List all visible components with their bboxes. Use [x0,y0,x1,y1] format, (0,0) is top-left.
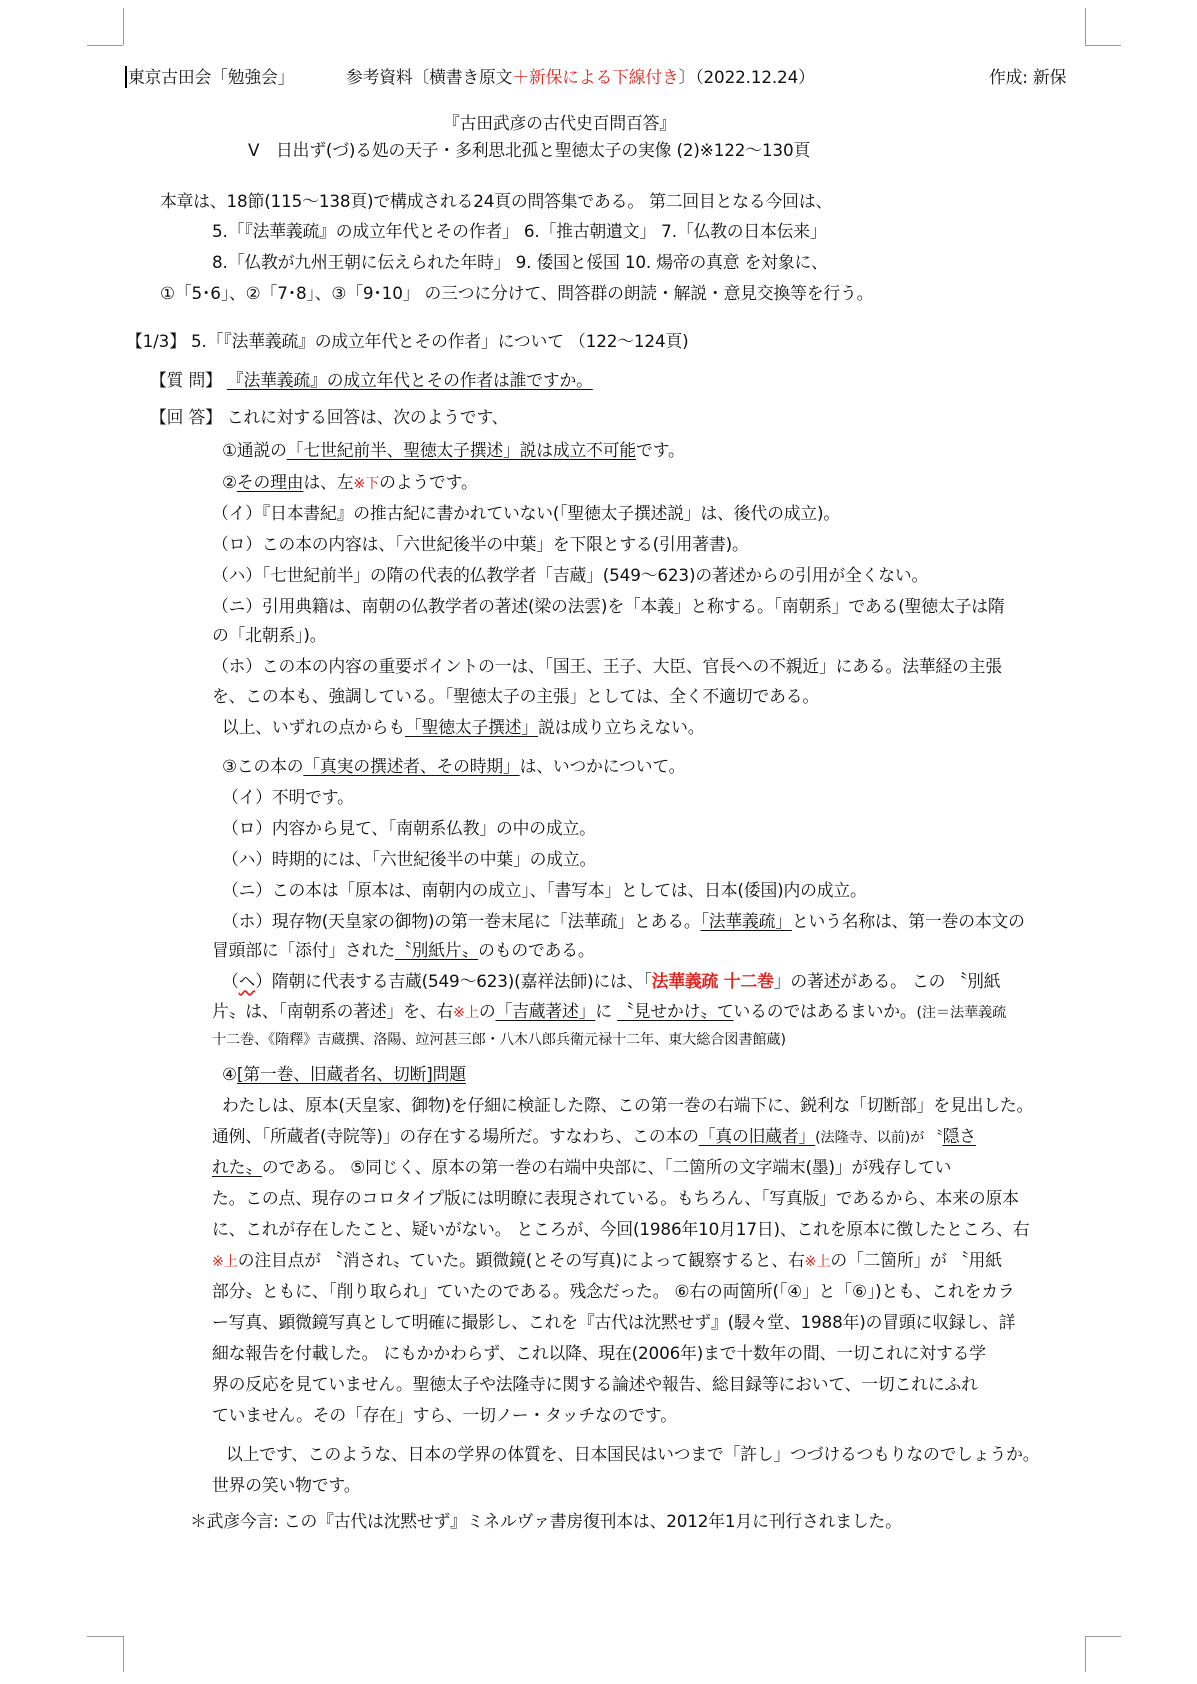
crop-mark-bottom-left-h [87,1636,123,1637]
fact-i: （イ）不明です。 [222,787,354,807]
chapter-title: Ⅴ 日出ず(づ)る処の天子・多利思北孤と聖徳太子の実像 (2)※122～130頁 [248,140,811,160]
answer-label: 【回 答】 [150,407,222,427]
question-row [150,370,593,390]
intro-line-3: 8.「仏教が九州王朝に伝えられた年時」 9. 倭国と俀国 10. 煬帝の真意 を対象に、 [212,252,828,272]
text-cursor [125,66,127,88]
header-middle: 参考資料〔横書き原文＋新保による下線付き〕（2022.12.24） [346,67,815,87]
crop-mark-top-left-h [87,45,123,46]
body-line-3: れた〟のである。 ⑤同じく、原本の第一巻の右端中央部に、「二箇所の文字端末(墨)」が残存してい [212,1157,952,1177]
fact-ro: （ロ）内容から見て、「南朝系仏教」の中の成立。 [222,818,596,838]
body-line-8: ー写真、顕微鏡写真として明確に撮影し、これを『古代は沈黙せず』(駸々堂、1988年)の冒頭に収録し、詳 [212,1312,1016,1332]
reason-ni-line-2: の「北朝系」)。 [212,625,327,645]
fact-ho-line-1: （ホ）現存物(天皇家の御物)の第一巻末尾に「法華疏」とある。「法華義疏」という名称は、第一巻の本文の [222,911,1025,931]
fact-he-line-2: 片〟は、「南朝系の著述」を、右※上の「吉蔵著述」に 〝見せかけ〟ているのではあるまいか。(注＝法華義疏 [212,1001,1007,1021]
reason-ni-line-1: （ニ）引用典籍は、南朝の仏教学者の著述(梁の法雲)を「本義」と称する。「南朝系」である(聖徳太子は隋 [212,596,1005,616]
question-text: 『法華義疏』の成立年代とその作者は誰ですか。 [226,370,593,390]
body-line-11: ていません。その「存在」すら、一切ノー・タッチなのです。 [212,1405,677,1425]
body-line-10: 界の反応を見ていません。聖徳太子や法隆寺に関する論述や報告、総目録等において、一切これにふれ [212,1374,978,1394]
header-left: 東京古田会「勉強会」 [128,67,295,87]
point-1: ①通説の「七世紀前半、聖徳太子撰述」説は成立不可能です。 [222,440,685,460]
answer-intro: これに対する回答は、次のようです、 [226,407,509,427]
body-line-7: 部分〟ともに、「削り取られ」ていたのである。残念だった。 ⑥右の両箇所(「④」と「⑥」)とも、これをカラ [212,1281,1015,1301]
body-line-1: わたしは、原本(天皇家、御物)を仔細に検証した際、この第一巻の右端下に、鋭利な「切断部」を見出した。 [222,1095,1034,1115]
section-heading: 【1/3】 5.「『法華義疏』の成立年代とその作者」について （122～124頁) [126,331,689,351]
crop-mark-bottom-right-h [1085,1636,1121,1637]
reasons-conclusion: 以上、いずれの点からも「聖徳太子撰述」説は成り立ちえない。 [222,717,705,737]
body-line-5: に、これが存在したこと、疑いがない。 ところが、今回(1986年10月17日)、これを原本に徴したところ、右 [212,1219,1030,1239]
header-author: 作成: 新保 [989,67,1067,87]
body-line-6: ※上の注目点が 〝消され〟ていた。顕微鏡(とその写真)によって観察すると、右※上の「二箇所」が 〝用紙 [212,1250,1002,1270]
crop-mark-top-right-v [1085,8,1086,45]
point-2: ②その理由は、左※下のようです。 [222,472,478,492]
reason-ho-line-2: を、この本も、強調している。「聖徳太子の主張」としては、全く不適切である。 [212,686,819,706]
fact-ha: （ハ）時期的には、「六世紀後半の中葉」の成立。 [222,849,597,869]
reason-ho-line-1: （ホ）この本の内容の重要ポイントの一は、「国王、王子、大臣、官長への不親近」にある。法華経の主張 [212,656,1002,676]
intro-line-4: ①「5･6」、②「7･8」、③「9･10」 の三つに分けて、問答群の朗読・解説・意見交換等を行う。 [160,283,874,303]
question-label: 【質 問】 [150,370,222,390]
fact-ho-line-2: 冒頭部に「添付」された〝別紙片〟のものである。 [212,940,595,960]
body-line-9: 細な報告を付載した。 にもかかわらず、これ以降、現在(2006年)まで十数年の間、一切これに対する学 [212,1343,986,1363]
crop-mark-top-right-h [1085,45,1121,46]
answer-row [150,407,508,427]
intro-line-1: 本章は、18節(115～138頁)で構成される24頁の問答集である。 第二回目となる今回は、 [160,191,833,211]
crop-mark-bottom-right-v [1085,1636,1086,1672]
body-line-4: た。この点、現存のコロタイプ版には明瞭に表現されている。もちろん、「写真版」であるから、本来の原本 [212,1188,1019,1208]
point-4: ④[第一巻、旧蔵者名、切断]問題 [222,1064,466,1084]
reason-i: （イ）『日本書紀』の推古紀に書かれていない(「聖徳太子撰述説」は、後代の成立)。 [212,503,840,523]
reason-ro: （ロ）この本の内容は、「六世紀後半の中葉」を下限とする(引用著書)。 [212,534,749,554]
document-title: 『古田武彦の古代史百問百答』 [443,113,676,133]
reason-ha: （ハ）「七世紀前半」の隋の代表的仏教学者「吉蔵」(549～623)の著述からの引用が全くない。 [212,565,929,585]
fact-ni: （ニ）この本は「原本は、南朝内の成立」、「書写本」としては、日本(倭国)内の成立。 [222,880,867,900]
point-3: ③この本の「真実の撰述者、その時期」は、いつかについて。 [222,756,686,776]
intro-line-2: 5.「『法華義疏』の成立年代とその作者」 6.「推古朝遺文」 7.「仏教の日本伝来」 [212,221,827,241]
body-line-13: 世界の笑い物です。 [212,1475,361,1495]
body-line-12: 以上です、このような、日本の学界の体質を、日本国民はいつまで「許し」つづけるつもりなのでしょうか。 [226,1444,1040,1464]
crop-mark-top-left-v [123,8,124,45]
fact-he-line-3: 十二巻、《隋釋》吉蔵撰、洛陽、竝河甚三郎・八木八郎兵衛元禄十二年、東大総合図書館蔵) [212,1032,786,1048]
crop-mark-bottom-left-v [123,1636,124,1672]
footnote: ＊武彦今言: この『古代は沈黙せず』ミネルヴァ書房復刊本は、2012年1月に刊行されました。 [190,1511,902,1531]
body-line-2: 通例、「所蔵者(寺院等)」の存在する場所だ。すなわち、この本の「真の旧蔵者」(法隆寺、以前)が 〝隠さ [212,1126,976,1146]
fact-he-line-1: （ヘ）隋朝に代表する吉蔵(549～623)(嘉祥法師)には、「法華義疏 十二巻」の著述がある。 この 〝別紙 [222,971,1001,991]
